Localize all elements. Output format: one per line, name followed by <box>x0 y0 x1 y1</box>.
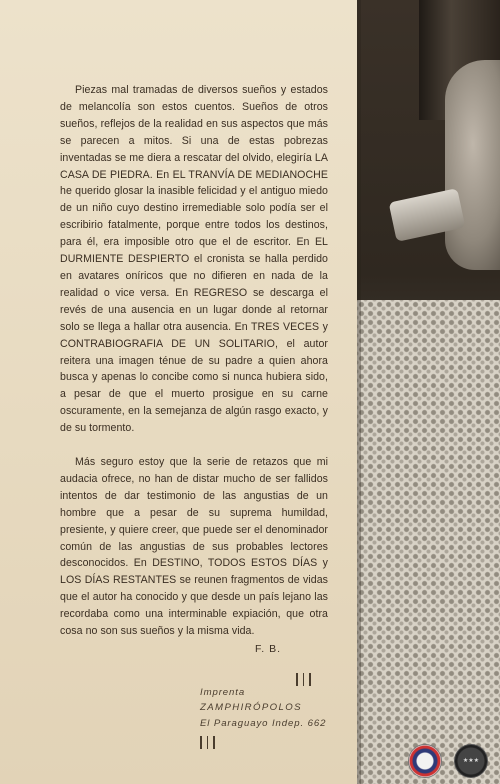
body-text <box>60 82 328 640</box>
imprint-line-1: Imprenta <box>200 687 246 698</box>
author-signature: F. B. <box>255 643 282 655</box>
seal-logo-icon: ★★★ <box>454 744 488 778</box>
imprint-line-3: El Paraguayo Indep. 662 <box>200 718 327 729</box>
archive-logo-icon <box>408 744 442 778</box>
photo-illustration <box>357 0 500 784</box>
photo-edge <box>357 0 361 784</box>
photo-figure <box>445 60 500 270</box>
photo-lace-tablecloth <box>357 300 500 784</box>
paragraph-1: Piezas mal tramadas de diversos sueños y estados de melancolía son estos cuentos. Sueños de otros sueños, reflejos de la realidad en sus aspectos que más se parecen a mitos. Si una de estas pobrezas inventadas se me diera a rescatar del olvido, elegiría LA CASA DE PIEDRA. En EL TRANVÍA DE MEDIANOCHE he querido glosar la inasible felicidad y el antiguo miedo de un niño cuyo destino irremediable solo podía ser el escribirio fatalmente, porque entre todos los destinos, para él, era imposible otro que el de escritor. En EL DURMIENTE DESPIERTO el cronista se halla perdido en avatares oníricos que no difieren en nada de la realidad o vice versa. En REGRESO se descarga el revés de una ausencia en un lugar donde al retornar solo se llega a hallar otra ausencia. En TRES VECES y CONTRABIOGRAFIA DE UN SOLITARIO, el autor reitera una imagen ténue de su padre a quien ahora busca y apenas lo concibe como si nunca hubiera sido, a pesar de que el muerto prosigue en su carne oscuramente, en la semejanza de algún rasgo exacto, y de su tormento. <box>60 84 328 435</box>
imprint-rule-bottom <box>200 736 220 750</box>
printer-imprint <box>192 673 332 753</box>
imprint-rule-top <box>296 673 316 687</box>
paragraph-2: Más seguro estoy que la serie de retazos que mi audacia ofrece, no han de distar mucho de ser fallidos intentos de dar testimonio de las angustias de un hombre que a pesar de su suprema humildad, presiente, y quiere creer, que puede ser el denominador común de las angustias de sus probables lectores desconocidos. En DESTINO, TODOS ESTOS DÍAS y LOS DÍAS RESTANTES se reunen fragmentos de vidas que el autor ha conocido y que desde un país lejano las recordaba como una interminable expiación, que otra cosa no son sus sueños y la misma vida. <box>60 456 328 638</box>
imprint-line-2: ZAMPHIRÓPOLOS <box>200 702 302 713</box>
